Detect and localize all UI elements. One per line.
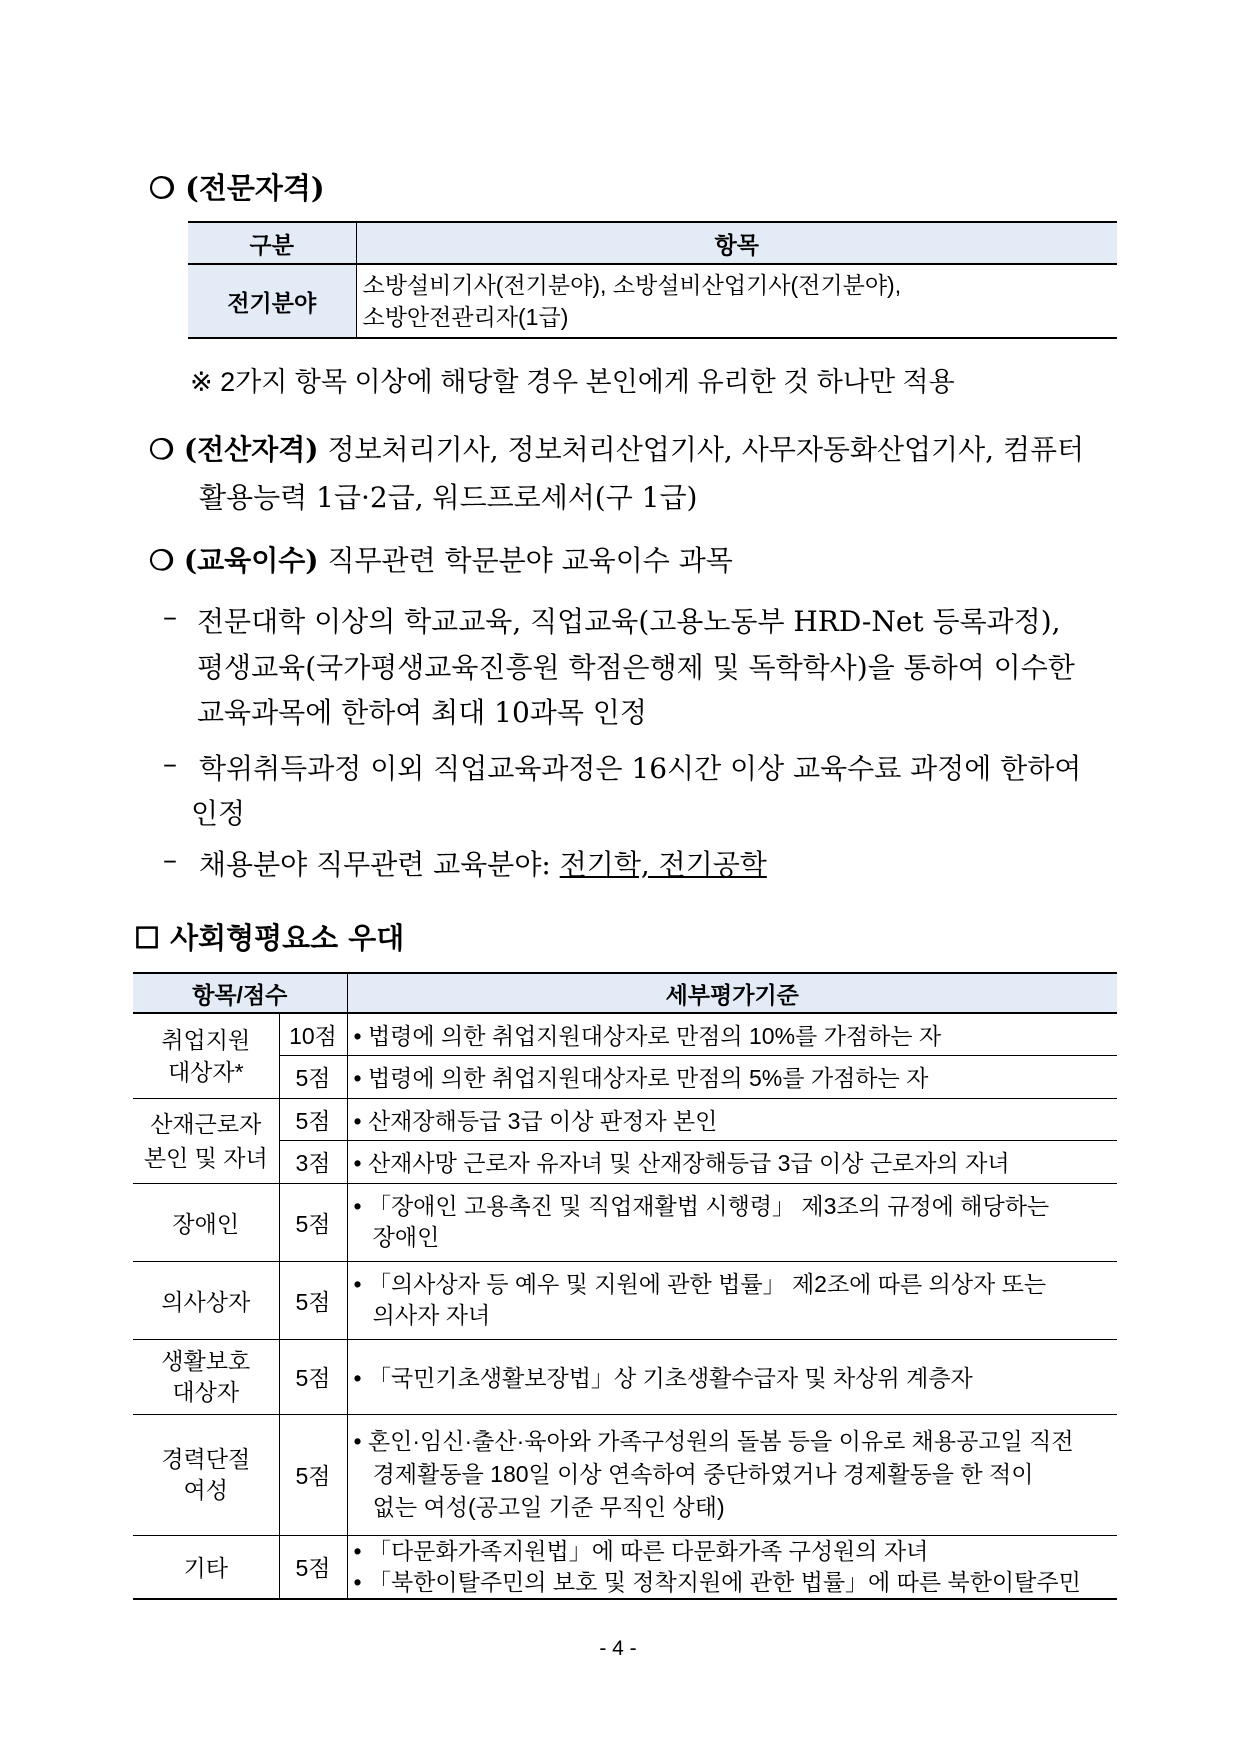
note: ※ 2가지 항목 이상에 해당할 경우 본인에게 유리한 것 하나만 적용 bbox=[190, 367, 955, 397]
education-line bbox=[149, 539, 733, 579]
score-cell: 5점 bbox=[279, 1414, 347, 1535]
criteria-cell: • 「장애인 고용촉진 및 직업재활법 시행령」 제3조의 규정에 해당하는 장애인 bbox=[347, 1183, 1117, 1261]
education-label: ❍ (교육이수) bbox=[149, 544, 319, 577]
social-table bbox=[133, 972, 1117, 1600]
items-line: 소방설비기사(전기분야), 소방설비산업기사(전기분야), bbox=[362, 272, 902, 298]
score-cell: 3점 bbox=[279, 1140, 347, 1183]
header-criteria: 세부평가기준 bbox=[347, 973, 1117, 1013]
education-item-line: 학위취득과정 이외 직업교육과정은 16시간 이상 교육수료 과정에 한하여 bbox=[199, 752, 1082, 785]
education-item-line: 인정 bbox=[191, 797, 246, 830]
education-item-line: 평생교육(국가평생교육진흥원 학점은행제 및 독학학사)을 통하여 이수한 bbox=[197, 651, 1075, 684]
professional-table bbox=[188, 221, 1117, 339]
criteria-cell: • 산재장해등급 3급 이상 판정자 본인 bbox=[347, 1098, 1117, 1140]
criteria-cell: • 「의사상자 등 예우 및 지원에 관한 법률」 제2조에 따른 의상자 또는 의사자 자녀 bbox=[347, 1261, 1117, 1339]
items-line: 소방안전관리자(1급) bbox=[362, 304, 569, 330]
score-cell: 5점 bbox=[279, 1535, 347, 1599]
criteria-cell: • 혼인·임신·출산·육아와 가족구성원의 돌봄 등을 이유로 채용공고일 직전 경제활동을 180일 이상 연속하여 중단하였거나 경제활동을 한 적이 없는 여성(공고일 기준 무직인 상태) bbox=[347, 1414, 1117, 1535]
computing-text: 정보처리기사, 정보처리산업기사, 사무자동화산업기사, 컴퓨터 bbox=[318, 433, 1085, 466]
computing-line1 bbox=[149, 428, 1084, 468]
field-underlined: 전기학, 전기공학 bbox=[559, 848, 767, 881]
page-number: - 4 - bbox=[599, 1637, 637, 1660]
score-cell: 5점 bbox=[279, 1339, 347, 1414]
header-category: 구분 bbox=[188, 222, 356, 264]
item-cell: 취업지원 대상자* bbox=[133, 1013, 279, 1098]
score-cell: 5점 bbox=[279, 1098, 347, 1140]
computing-label: ❍ (전산자격) bbox=[149, 433, 319, 466]
category-cell: 전기분야 bbox=[188, 264, 356, 338]
dash: – bbox=[163, 843, 177, 876]
criteria-cell: • 산재사망 근로자 유자녀 및 산재장해등급 3급 이상 근로자의 자녀 bbox=[347, 1140, 1117, 1183]
education-item-line bbox=[199, 843, 767, 883]
item-cell: 의사상자 bbox=[133, 1261, 279, 1339]
dash: – bbox=[163, 600, 177, 633]
item-cell: 장애인 bbox=[133, 1183, 279, 1261]
score-cell: 5점 bbox=[279, 1055, 347, 1098]
header-item-score: 항목/점수 bbox=[133, 973, 347, 1013]
item-cell: 생활보호 대상자 bbox=[133, 1339, 279, 1414]
header-items: 항목 bbox=[356, 222, 1117, 264]
computing-line2: 활용능력 1급·2급, 워드프로세서(구 1급) bbox=[199, 481, 698, 514]
criteria-cell: • 법령에 의한 취업지원대상자로 만점의 10%를 가점하는 자 bbox=[347, 1013, 1117, 1055]
criteria-cell: • 「다문화가족지원법」에 따른 다문화가족 구성원의 자녀 • 「북한이탈주민의 보호 및 정착지원에 관한 법률」에 따른 북한이탈주민 bbox=[347, 1535, 1117, 1599]
section-heading-professional: ❍ (전문자격) bbox=[149, 171, 325, 205]
score-cell: 5점 bbox=[279, 1261, 347, 1339]
item-cell: 경력단절 여성 bbox=[133, 1414, 279, 1535]
education-text: 직무관련 학문분야 교육이수 과목 bbox=[318, 544, 733, 577]
criteria-cell: • 「국민기초생활보장법」상 기초생활수급자 및 차상위 계층자 bbox=[347, 1339, 1117, 1414]
item-cell: 기타 bbox=[133, 1535, 279, 1599]
item-cell: 산재근로자 본인 및 자녀 bbox=[133, 1098, 279, 1183]
score-cell: 5점 bbox=[279, 1183, 347, 1261]
education-item-line: 교육과목에 한하여 최대 10과목 인정 bbox=[197, 696, 647, 729]
items-cell bbox=[356, 264, 1117, 338]
field-prefix: 채용분야 직무관련 교육분야: bbox=[199, 848, 560, 881]
criteria-cell: • 법령에 의한 취업지원대상자로 만점의 5%를 가점하는 자 bbox=[347, 1055, 1117, 1098]
section-heading-social: ☐ 사회형평요소 우대 bbox=[134, 921, 405, 955]
dash: – bbox=[163, 747, 177, 780]
education-item-line: 전문대학 이상의 학교교육, 직업교육(고용노동부 HRD-Net 등록과정), bbox=[197, 605, 1061, 638]
score-cell: 10점 bbox=[279, 1013, 347, 1055]
